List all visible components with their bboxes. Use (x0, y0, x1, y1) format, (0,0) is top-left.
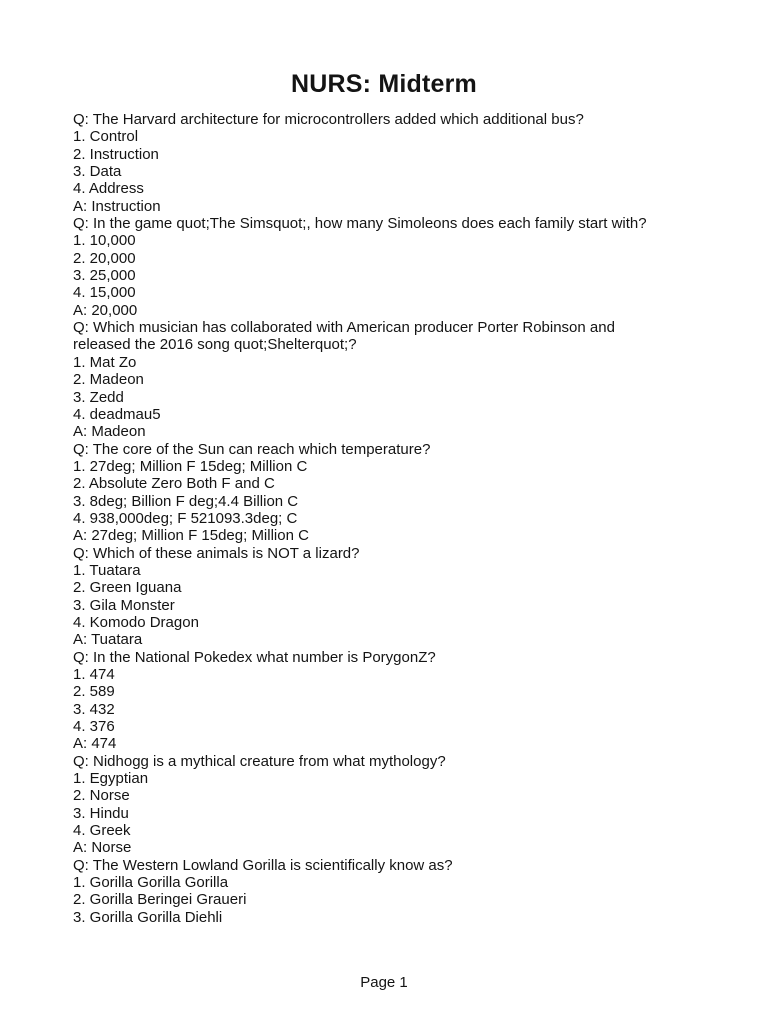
document-line: Q: In the game quot;The Simsquot;, how many Simoleons does each family start with? (73, 215, 647, 233)
document-line: 3. 25,000 (73, 267, 136, 285)
document-line: 1. Control (73, 128, 139, 146)
page-title: NURS: Midterm (291, 70, 477, 98)
document-line: 3. Zedd (73, 388, 124, 406)
document-line: 2. Instruction (73, 145, 159, 163)
document-line: Q: In the National Pokedex what number is PorygonZ? (73, 648, 436, 666)
document-line: 3. 432 (73, 700, 115, 718)
document-line: Q: Which of these animals is NOT a lizard? (73, 544, 360, 562)
document-line: 3. Hindu (73, 804, 129, 822)
document-line: 2. Madeon (73, 371, 144, 389)
document-line: 2. Green Iguana (73, 579, 182, 597)
document-line: 3. Gorilla Gorilla Diehli (73, 908, 223, 926)
document-line: 4. Greek (73, 822, 131, 840)
document-line: A: 27deg; Million F 15deg; Million C (73, 527, 309, 545)
document-line: A: Instruction (73, 197, 161, 215)
document-line: 4. Komodo Dragon (73, 613, 199, 631)
document-line: 4. 376 (73, 718, 115, 736)
document-line: Q: The Western Lowland Gorilla is scientifically know as? (73, 856, 453, 874)
document-line: Q: The Harvard architecture for microcontrollers added which additional bus? (73, 111, 584, 128)
document-line: 1. 474 (73, 666, 115, 683)
document-line: 3. Gila Monster (73, 596, 175, 614)
document-line: 1. Mat Zo (73, 353, 137, 371)
document-line: released the 2016 song quot;Shelterquot;? (73, 336, 357, 354)
document-line: A: 20,000 (73, 301, 138, 319)
page-number: Page 1 (360, 974, 408, 991)
document-line: Q: The core of the Sun can reach which temperature? (73, 440, 431, 458)
document-line: 2. Absolute Zero Both F and C (73, 475, 275, 493)
document-line: A: Tuatara (73, 631, 143, 649)
document-line: A: Norse (73, 839, 132, 857)
document-line: 4. Address (73, 180, 144, 198)
question-list (73, 111, 693, 926)
document-line: Q: Nidhogg is a mythical creature from what mythology? (73, 752, 446, 770)
document-line: 1. Gorilla Gorilla Gorilla (73, 874, 229, 892)
document-line: 1. Egyptian (73, 770, 149, 788)
document-line: 3. Data (73, 163, 122, 181)
document-line: 2. Norse (73, 787, 130, 805)
document-line: A: Madeon (73, 423, 146, 441)
document-line: 1. 27deg; Million F 15deg; Million C (73, 457, 308, 475)
document-line: 2. 20,000 (73, 249, 136, 267)
document-line: 1. 10,000 (73, 232, 136, 250)
document-line: 3. 8deg; Billion F deg;4.4 Billion C (73, 492, 299, 510)
document-line: 4. deadmau5 (73, 405, 161, 423)
document-line: Q: Which musician has collaborated with American producer Porter Robinson and (73, 319, 615, 337)
document-line: 2. Gorilla Beringei Graueri (73, 891, 247, 909)
document-line: 4. 938,000deg; F 521093.3deg; C (73, 509, 298, 527)
document-line: 4. 15,000 (73, 284, 136, 302)
document-line: A: 474 (73, 735, 117, 753)
document-line: 2. 589 (73, 683, 115, 701)
document-line: 1. Tuatara (73, 561, 141, 579)
